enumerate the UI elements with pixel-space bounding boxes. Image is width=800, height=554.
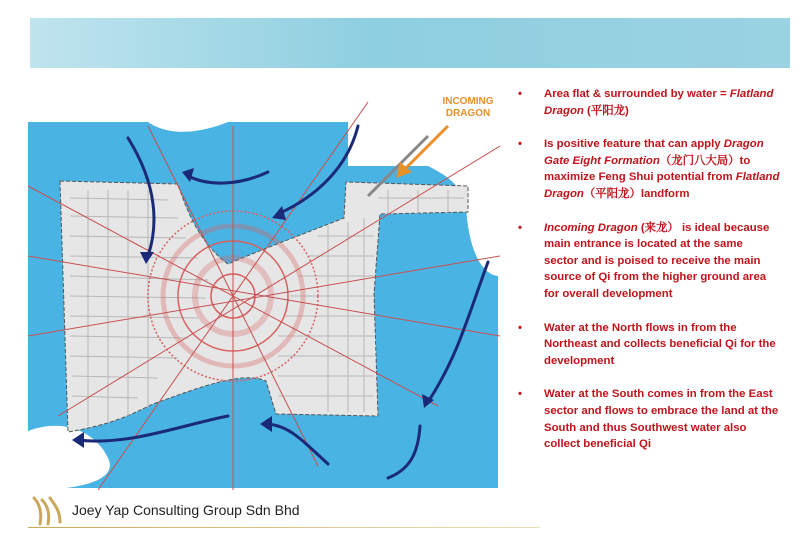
bullet-dragon-gate	[518, 136, 780, 202]
bullet-text: Water at the North flows in from the Northeast and collects beneficial Qi for the development	[544, 321, 776, 367]
bullet-text: Area flat & surrounded by water = Flatland Dragon (平阳龙)	[544, 88, 774, 117]
bullet-flatland-dragon	[518, 86, 780, 119]
incoming-label-line1: INCOMING	[442, 96, 494, 107]
footer-divider	[28, 527, 540, 528]
incoming-label-line2: DRAGON	[445, 108, 491, 119]
company-logo	[30, 494, 64, 526]
bullet-text: Is positive feature that can apply Dragon Gate Eight Formation（龙门八大局）to maximize Feng Shui potential from Flatland Dragon（平阳龙）landform	[544, 138, 780, 200]
bullet-text: Water at the South comes in from the East sector and flows to embrace the land at the South and thus Southwest water also collect beneficial Qi	[544, 388, 779, 451]
bullet-incoming-dragon	[518, 220, 780, 303]
site-plan-map	[28, 86, 500, 490]
analysis-bullet-list	[518, 86, 780, 470]
bullet-north-water	[518, 320, 780, 370]
bullet-text: Incoming Dragon (来龙） is ideal because main entrance is located at the same sector and is poised to receive the main source of Qi from the higher ground area for overall development	[544, 221, 770, 300]
logo-mark	[30, 494, 64, 526]
site-plan-svg	[28, 86, 500, 490]
company-name: Joey Yap Consulting Group Sdn Bhd	[72, 502, 300, 518]
bullet-south-water	[518, 386, 780, 452]
slide-title-bar	[30, 18, 790, 68]
incoming-dragon-label	[428, 96, 508, 120]
